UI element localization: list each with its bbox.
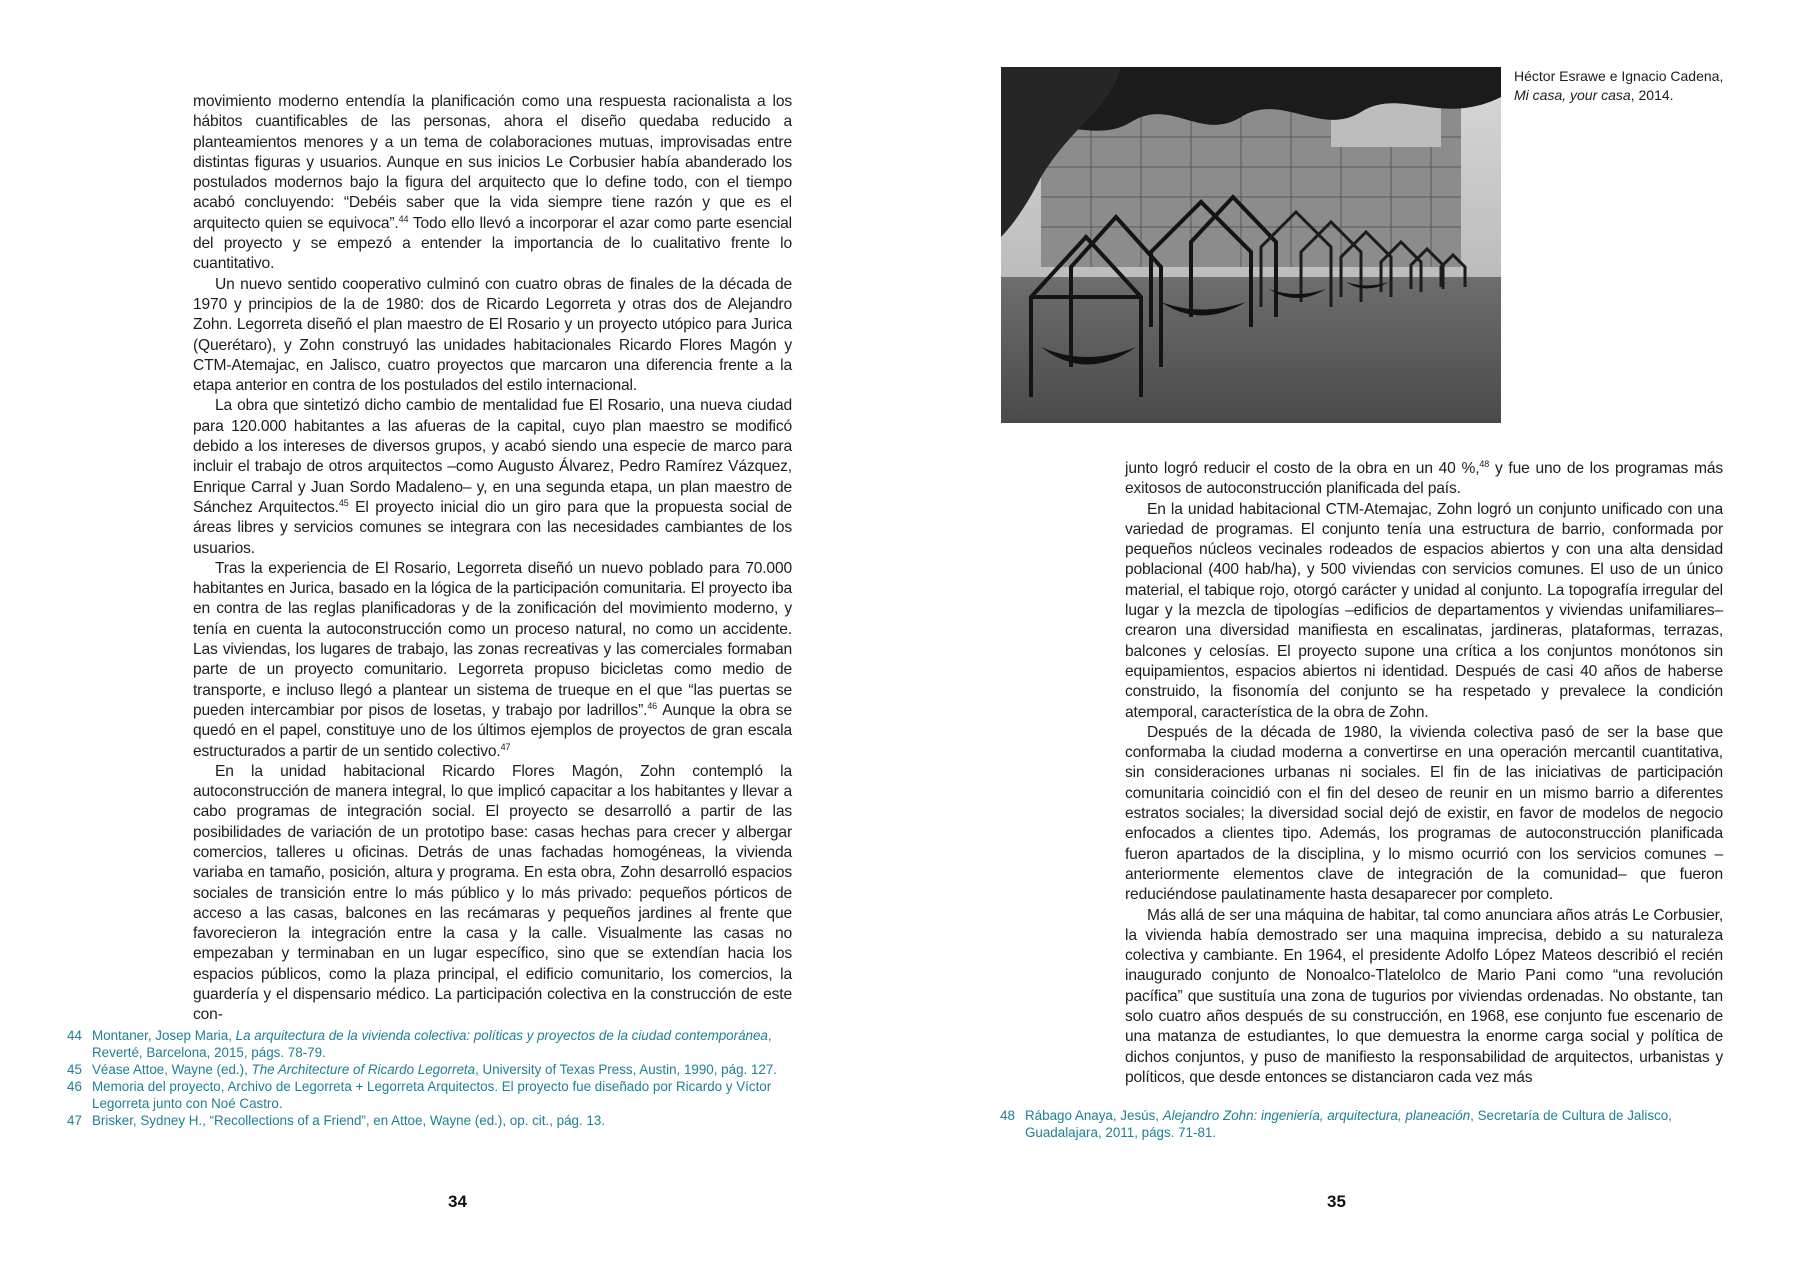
- right-page: [900, 0, 1800, 1280]
- footnote: 44 Montaner, Josep Maria, La arquitectura de la vivienda colectiva: políticas y proyectos de la ciudad contemporánea, Reverté, Barcelona, 2015, págs. 78-79.: [67, 1028, 772, 1060]
- paragraph: Tras la experiencia de El Rosario, Legorreta diseñó un nuevo poblado para 70.000 habitantes en Jurica, basado en la lógica de la participación comunitaria. El proyecto iba en contra de las reglas planificadoras y de la zonificación del movimiento moderno, y tenía en cuenta la autoconstrucción como un proceso natural, no como un accidente. Las viviendas, los lugares de trabajo, las zonas recreativas y las comerciales formaban parte de un proyecto comunitario. Legorreta propuso bicicletas como medio de transporte, e incluso llegó a plantear un sistema de trueque en el que “las puertas se pueden intercambiar por pisos de losetas, y trabajo por ladrillos”.$^{46}$ Aunque la obra se quedó en el papel, constituye uno de los últimos ejemplos de proyectos de gran escala estructurados a partir de un sentido colectivo.$^{47}$: [193, 559, 792, 760]
- paragraph: En la unidad habitacional CTM-Atemajac, Zohn logró un conjunto unificado con una variedad de programas. El conjunto tenía una estructura de barrio, conformada por pequeños núcleos vecinales rodeados de espacios abiertos y con una alta densidad poblacional (400 hab/ha), y 500 viviendas con servicios comunes. El uso de un único material, el tabique rojo, otorgó carácter y unidad al conjunto. La topografía irregular del lugar y la mezcla de tipologías –edificios de departamentos y viviendas unifamiliares– crearon una diversidad manifiesta en escalinatas, jardineras, plataformas, terrazas, balcones y celosías. El proyecto supone una crítica a los conjuntos monótonos sin equipamientos, espacios abiertos ni identidad. Después de casi 40 años de haberse construido, la fisonomía del conjunto se ha respetado y prevalece la condición atemporal, característica de la obra de Zohn.: [1125, 500, 1723, 721]
- footnote-ref[interactable]: 48: [1479, 458, 1490, 469]
- right-footnotes: [1000, 1107, 1700, 1141]
- caption-author: Héctor Esrawe e Ignacio Cadena,: [1514, 68, 1724, 84]
- footnote-ref[interactable]: 46: [647, 700, 658, 711]
- page-number: 35: [1327, 1192, 1346, 1211]
- left-footnotes: [67, 1027, 787, 1129]
- footnote-ref[interactable]: 47: [500, 741, 511, 752]
- photo-caption: [1514, 67, 1754, 105]
- paragraph: movimiento moderno entendía la planificación como una respuesta racionalista a los hábitos cuantificables de las personas, ahora el diseño quedaba reducido a planteamientos menores y a un tema de colaboraciones mutuas, improvisadas entre distintas figuras y usuarios. Aunque en sus inicios Le Corbusier había abanderado los postulados modernos bajo la figura del arquitecto que lo define todo, con el tiempo acabó concluyendo: “Debéis saber que la vida siempre tiene razón y que es el arquitecto quien se equivoca”.$^{44}$ Todo ello llevó a incorporar el azar como parte esencial del proyecto y se empezó a entender la importancia de lo cualitativo frente lo cuantitativo.: [193, 93, 792, 273]
- footnote-ref[interactable]: 45: [338, 497, 349, 508]
- right-body-text: [1125, 459, 1723, 1088]
- house-frames-photo: [1001, 67, 1501, 423]
- footnote: 48 Rábago Anaya, Jesús, Alejandro Zohn: ingeniería, arquitectura, planeación, Secretaría de Cultura de Jalisco, Guadalajara, 2011, págs. 71-81.: [1000, 1108, 1672, 1140]
- page-number: 34: [448, 1192, 467, 1211]
- paragraph: Un nuevo sentido cooperativo culminó con cuatro obras de finales de la década de 1970 y principios de la de 1980: dos de Ricardo Legorreta y otras dos de Alejandro Zohn. Legorreta diseñó el plan maestro de El Rosario y un proyecto utópico para Jurica (Querétaro), y Zohn construyó las unidades habitacionales Ricardo Flores Magón y CTM-Atemajac, en Jalisco, cuatro proyectos que marcaron una diferencia frente a la etapa anterior en contra de los postulados del estilo internacional.: [193, 275, 792, 395]
- paragraph: Más allá de ser una máquina de habitar, tal como anunciara años atrás Le Corbusier, la vivienda había demostrado ser una maquina imprecisa, debido a su naturaleza colectiva y cambiante. En 1964, el presidente Adolfo López Mateos describió el recién inaugurado conjunto de Nonoalco-Tlatelolco de Mario Pani como “una revolución pacífica” que sustituía una zona de tugurios por viviendas ordenadas. No obstante, tan solo cuatro años después de su construcción, en 1968, ese conjunto fue escenario de una matanza de estudiantes, lo que demuestra la enorme carga social y política de dichos conjuntos, y puso de manifiesto la responsabilidad de arquitectos, urbanistas y políticos, que desde entonces se distanciaron cada vez más: [1125, 906, 1723, 1086]
- paragraph: En la unidad habitacional Ricardo Flores Magón, Zohn contempló la autoconstrucción de manera integral, lo que implicó capacitar a los habitantes y llevar a cabo programas de integración social. El proyecto se desarrolló a partir de las posibilidades de variación de un prototipo base: casas hechas para crecer y albergar comercios, talleres u oficinas. Detrás de unas fachadas homogéneas, la vivienda variaba en tamaño, posición, altura y programa. En esta obra, Zohn desarrolló espacios sociales de transición entre lo más público y lo más privado: pequeños pórticos de acceso a las casas, balcones en las recámaras y pequeños jardines al frente que favorecieron la integración entre la casa y la calle. Visualmente las casas no empezaban y terminaban en un lugar específico, sino que se extendían hacia los espacios públicos, como la plaza principal, el edificio comunitario, los comercios, la guardería y el dispensario médico. La participación colectiva en la construcción de este con-: [193, 762, 792, 1024]
- installation-photo: [1001, 67, 1501, 423]
- paragraph: Después de la década de 1980, la vivienda colectiva pasó de ser la base que conformaba la ciudad moderna a convertirse en una operación mercantil cuantitativa, sin consideraciones urbanas ni sociales. El fin de las iniciativas de participación comunitaria coincidió con el fin del deseo de reunir en un mismo barrio a diferentes estratos sociales; la diversidad social dejó de existir, en favor de modelos de negocio enfocados a clientes tipo. Además, los programas de autoconstrucción planificada fueron apartados de la disciplina, y lo mismo ocurrió con los servicios comunes –anteriormente elementos clave de integración de la comunidad– que fueron reduciéndose paulatinamente hasta desaparecer por completo.: [1125, 723, 1723, 904]
- caption-work: Mi casa, your casa, 2014.: [1514, 87, 1674, 103]
- footnote: 46 Memoria del proyecto, Archivo de Legorreta + Legorreta Arquitectos. El proyecto fue diseñado por Ricardo y Víctor Legorreta junto con Noé Castro.: [67, 1079, 772, 1111]
- paragraph: junto logró reducir el costo de la obra en un 40 %,$^{48}$ y fue uno de los programas más exitosos de autoconstrucción planificada del país.: [1125, 458, 1723, 498]
- footnote: 47 Brisker, Sydney H., “Recollections of a Friend”, en Attoe, Wayne (ed.), op. cit., pág. 13.: [67, 1113, 606, 1128]
- left-body-text: [193, 92, 792, 1026]
- footnote-ref[interactable]: 44: [398, 213, 409, 224]
- paragraph: La obra que sintetizó dicho cambio de mentalidad fue El Rosario, una nueva ciudad para 120.000 habitantes a las afueras de la capital, cuyo plan maestro se modificó debido a los intereses de diversos grupos, y acabó siendo una especie de marco para incluir el trabajo de otros arquitectos –como Augusto Álvarez, Pedro Ramírez Vázquez, Enrique Carral y Juan Sordo Madaleno– y, en una segunda etapa, un plan maestro de Sánchez Arquitectos.$^{45}$ El proyecto inicial dio un giro para que la propuesta social de áreas libres y servicios comunes se integrara con las necesidades cambiantes de los usuarios.: [193, 397, 793, 557]
- footnote: 45 Véase Attoe, Wayne (ed.), The Architecture of Ricardo Legorreta, University of Texas Press, Austin, 1990, pág. 127.: [67, 1062, 778, 1077]
